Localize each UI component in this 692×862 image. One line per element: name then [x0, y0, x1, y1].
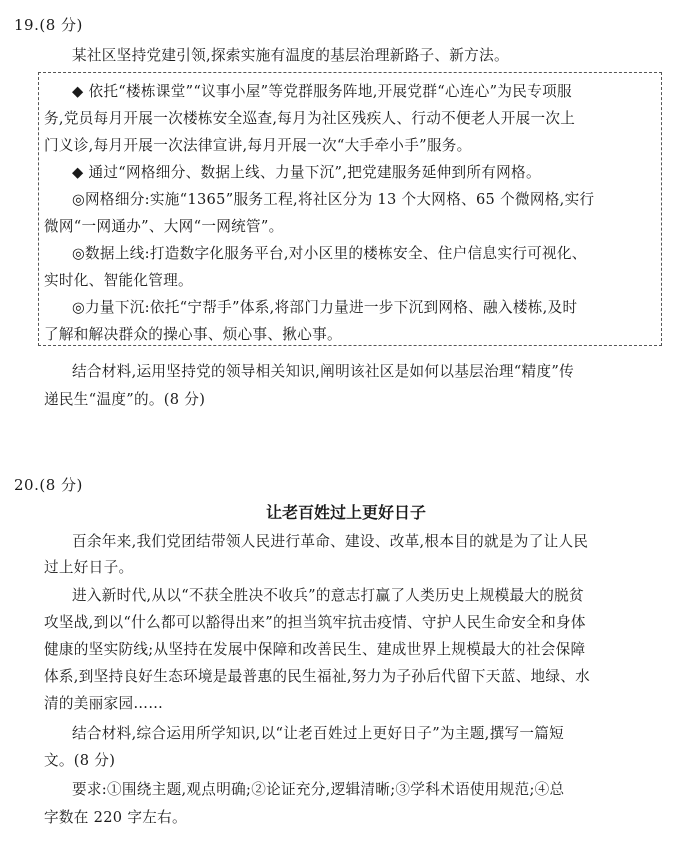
question-20-prompt-line: 结合材料,综合运用所学知识,以“让老百姓过上更好日子”为主题,撰写一篇短 [72, 725, 565, 742]
material-line: 攻坚战,到以“什么都可以豁得出来”的担当筑牢抗击疫情、守护人民生命安全和身体 [44, 614, 586, 631]
material-line: ◆ 依托“楼栋课堂”“议事小屋”等党群服务阵地,开展党群“心连心”为民专项服 [72, 83, 572, 100]
material-line: 百余年来,我们党团结带领人民进行革命、建设、改革,根本目的就是为了让人民 [72, 533, 589, 550]
question-20-number: 20.(8 分) [14, 476, 83, 494]
question-20-title: 让老百姓过上更好日子 [265, 503, 426, 522]
material-line: 务,党员每月开展一次楼栋安全巡查,每月为社区残疾人、行动不便老人开展一次上 [44, 110, 576, 127]
question-20-requirement-line: 字数在 220 字左右。 [44, 809, 187, 826]
material-line: 清的美丽家园…… [44, 695, 164, 712]
material-line: ◎力量下沉:依托“宁帮手”体系,将部门力量进一步下沉到网格、融入楼栋,及时 [72, 299, 578, 316]
question-19-prompt-line: 结合材料,运用坚持党的领导相关知识,阐明该社区是如何以基层治理“精度”传 [72, 363, 575, 380]
question-20-requirement-line: 要求:①围绕主题,观点明确;②论证充分,逻辑清晰;③学科术语使用规范;④总 [72, 781, 565, 798]
material-line: 了解和解决群众的操心事、烦心事、揪心事。 [44, 326, 342, 343]
material-line: ◎数据上线:打造数字化服务平台,对小区里的楼栋安全、住户信息实行可视化、 [72, 245, 587, 262]
question-19-prompt-line: 递民生“温度”的。(8 分) [44, 391, 206, 408]
material-line: 健康的坚实防线;从坚持在发展中保障和改善民生、建成世界上规模最大的社会保障 [44, 641, 586, 658]
material-line: 过上好日子。 [44, 559, 134, 576]
question-19-number: 19.(8 分) [14, 16, 83, 34]
material-line: 进入新时代,从以“不获全胜决不收兵”的意志打赢了人类历史上规模最大的脱贫 [72, 587, 584, 604]
question-19-intro: 某社区坚持党建引领,探索实施有温度的基层治理新路子、新方法。 [72, 47, 509, 64]
material-line: ◎网格细分:实施“1365”服务工程,将社区分为 13 个大网格、65 个微网格,实行 [72, 191, 595, 208]
material-line: ◆ 通过“网格细分、数据上线、力量下沉”,把党建服务延伸到所有网格。 [72, 164, 541, 181]
material-line: 门义诊,每月开展一次法律宣讲,每月开展一次“大手牵小手”服务。 [44, 137, 472, 154]
material-line: 实时化、智能化管理。 [44, 272, 193, 289]
material-line: 微网“一网通办”、大网“一网统管”。 [44, 218, 284, 235]
question-20-prompt-line: 文。(8 分) [44, 752, 116, 769]
material-line: 体系,到坚持良好生态环境是最普惠的民生福祉,努力为子孙后代留下天蓝、地绿、水 [44, 668, 591, 685]
